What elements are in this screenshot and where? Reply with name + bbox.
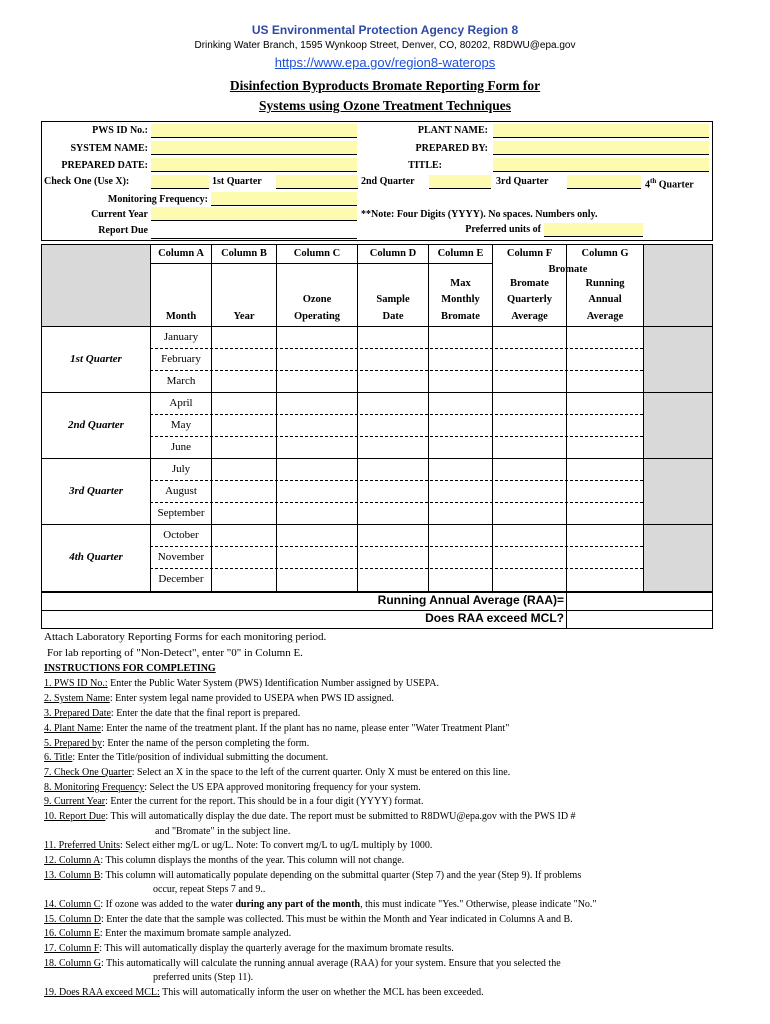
col-b-header: Column B: [221, 248, 267, 259]
monitoring-frequency-field[interactable]: [211, 192, 357, 206]
title-field[interactable]: [493, 158, 709, 172]
sample-header: Sample: [376, 294, 410, 305]
instruction-item: 2. System Name: Enter system legal name provided to USEPA when PWS ID assigned.: [44, 693, 394, 704]
max-header: Max: [450, 278, 471, 289]
q4-check-field[interactable]: [567, 175, 641, 189]
year-header: Year: [233, 311, 255, 322]
table-corner-shade: [42, 245, 150, 326]
ozone-header: Ozone: [302, 294, 332, 305]
pws-id-field[interactable]: [151, 124, 357, 138]
month-cell: April: [169, 397, 193, 409]
average-g-header: Average: [586, 311, 624, 322]
operating-header: Operating: [293, 311, 341, 322]
preferred-units-label: Preferred units of: [465, 224, 541, 235]
instruction-item: 6. Title: Enter the Title/position of individual submitting the document.: [44, 752, 329, 763]
monthly-header: Monthly: [441, 294, 480, 305]
instruction-item: 8. Monitoring Frequency: Select the US EPA approved monitoring frequency for your system.: [44, 782, 421, 793]
bromate-span-header: Bromate: [548, 264, 588, 275]
system-name-label: SYSTEM NAME:: [70, 143, 148, 154]
prepared-date-field[interactable]: [151, 158, 357, 172]
q3-label: 3rd Quarter: [496, 176, 549, 187]
instruction-item-cont: and "Bromate" in the subject line.: [155, 826, 291, 837]
col-a-header: Column A: [158, 248, 204, 259]
instruction-item: 13. Column B: This column will automatically populate depending on the submittal quarter (Step 7) and the year (Step 9). If problems: [44, 870, 582, 881]
running-header: Running: [585, 278, 625, 289]
preferred-units-field[interactable]: [544, 223, 643, 237]
month-cell: August: [165, 485, 197, 497]
instruction-item: 3. Prepared Date: Enter the date that the final report is prepared.: [44, 708, 301, 719]
agency-name: US Environmental Protection Agency Region 8: [251, 23, 519, 37]
col-f-header: Column F: [506, 248, 553, 259]
q4-label: 4th Quarter: [645, 177, 694, 191]
month-header: Month: [165, 311, 197, 322]
exceed-value: [567, 611, 712, 628]
form-title-line1: Disinfection Byproducts Bromate Reporting Form for: [229, 78, 541, 93]
current-year-field[interactable]: [151, 207, 357, 221]
raa-label: Running Annual Average (RAA)=: [377, 593, 564, 607]
instruction-item: 15. Column D: Enter the date that the sample was collected. This must be within the Month and Year indicated in Columns A and B.: [44, 914, 573, 925]
month-cell: September: [157, 507, 205, 519]
month-cell: July: [171, 463, 191, 475]
check-one-label: Check One (Use X):: [44, 176, 130, 187]
plant-name-field[interactable]: [493, 124, 709, 138]
instruction-item: 11. Preferred Units: Select either mg/L or ug/L. Note: To convert mg/L to ug/L multiply by 1000.: [44, 840, 433, 851]
bromate-f-header: Bromate: [510, 278, 549, 289]
month-cell: October: [163, 529, 199, 541]
month-cell: February: [161, 353, 201, 365]
quarter-label: 2nd Quarter: [68, 419, 124, 431]
month-cell: March: [166, 375, 196, 387]
date-header: Date: [382, 311, 404, 322]
annual-header: Annual: [588, 294, 622, 305]
instruction-item: 5. Prepared by: Enter the name of the person completing the form.: [44, 738, 310, 749]
exceed-label: Does RAA exceed MCL?: [425, 611, 564, 625]
month-cell: May: [170, 419, 192, 431]
q2-label: 2nd Quarter: [361, 176, 415, 187]
q1-label: 1st Quarter: [212, 176, 262, 187]
nondetect-note: For lab reporting of "Non-Detect", enter "0" in Column E.: [47, 647, 303, 659]
title-label: TITLE:: [408, 160, 442, 171]
prepared-by-label: PREPARED BY:: [415, 143, 488, 154]
instructions-heading: INSTRUCTIONS FOR COMPLETING: [44, 663, 216, 674]
instruction-item: 14. Column C: If ozone was added to the water during any part of the month, this must indicate "Yes." Otherwise, please indicate "No.": [44, 899, 597, 910]
month-cell: June: [170, 441, 192, 453]
average-f-header: Average: [511, 311, 548, 322]
instruction-item: 17. Column F: This will automatically display the quarterly average for the maximum bromate results.: [44, 943, 454, 954]
monitoring-frequency-label: Monitoring Frequency:: [107, 194, 208, 205]
quarter-label: 4th Quarter: [69, 551, 123, 563]
plant-name-label: PLANT NAME:: [417, 125, 488, 136]
col-d-header: Column D: [369, 248, 417, 259]
instruction-item-cont: occur, repeat Steps 7 and 9..: [153, 884, 266, 895]
prepared-by-field[interactable]: [493, 141, 709, 155]
prepared-date-label: PREPARED DATE:: [61, 160, 148, 171]
system-name-field[interactable]: [151, 141, 357, 155]
col-c-header: Column C: [293, 248, 341, 259]
instruction-item-cont: preferred units (Step 11).: [153, 972, 254, 983]
branch-address: Drinking Water Branch, 1595 Wynkoop Street, Denver, CO, 80202, R8DWU@epa.gov: [194, 40, 576, 51]
report-due-label: Report Due: [98, 225, 148, 236]
quarter-label: 1st Quarter: [70, 353, 122, 365]
bromate-e-header: Bromate: [441, 311, 480, 322]
form-title-line2: Systems using Ozone Treatment Techniques: [258, 98, 512, 113]
month-cell: January: [163, 331, 199, 343]
pws-id-label: PWS ID No.:: [92, 125, 148, 136]
instruction-item: 9. Current Year: Enter the current for the report. This should be in a four digit (YYYY) format.: [44, 796, 424, 807]
instruction-item: 16. Column E: Enter the maximum bromate sample analyzed.: [44, 928, 292, 939]
current-year-label: Current Year: [91, 209, 148, 220]
website-link[interactable]: https://www.epa.gov/region8-waterops: [274, 55, 496, 70]
instruction-item: 4. Plant Name: Enter the name of the treatment plant. If the plant has no name, please enter "Water Treatment Plant": [44, 723, 510, 734]
instruction-item: 1. PWS ID No.: Enter the Public Water System (PWS) Identification Number assigned by USEPA.: [44, 678, 439, 689]
col-g-header: Column G: [581, 248, 629, 259]
q3-check-field[interactable]: [429, 175, 491, 189]
q1-check-field[interactable]: [151, 175, 209, 189]
quarter-label: 3rd Quarter: [68, 485, 124, 497]
month-cell: December: [158, 573, 204, 585]
col-e-header: Column E: [437, 248, 484, 259]
month-cell: November: [157, 551, 205, 563]
instruction-item: 7. Check One Quarter: Select an X in the space to the left of the current quarter. Only X must be entered on this line.: [44, 767, 511, 778]
year-format-note: **Note: Four Digits (YYYY). No spaces. Numbers only.: [361, 209, 598, 220]
raa-value: [567, 593, 712, 610]
instruction-item: 19. Does RAA exceed MCL: This will automatically inform the user on whether the MCL has been exceeded.: [44, 987, 484, 998]
attach-note: Attach Laboratory Reporting Forms for each monitoring period.: [44, 631, 327, 643]
instruction-item: 18. Column G: This automatically will calculate the running annual average (RAA) for your system. Ensure that you selected the: [44, 958, 561, 969]
quarterly-header: Quarterly: [507, 294, 552, 305]
right-shade: [643, 245, 712, 591]
report-due-line: [151, 238, 357, 239]
q2-check-field[interactable]: [276, 175, 358, 189]
instruction-item: 12. Column A: This column displays the months of the year. This column will not change.: [44, 855, 405, 866]
instruction-item: 10. Report Due: This will automatically display the due date. The report must be submitted to R8DWU@epa.gov with the PWS ID #: [44, 811, 576, 822]
